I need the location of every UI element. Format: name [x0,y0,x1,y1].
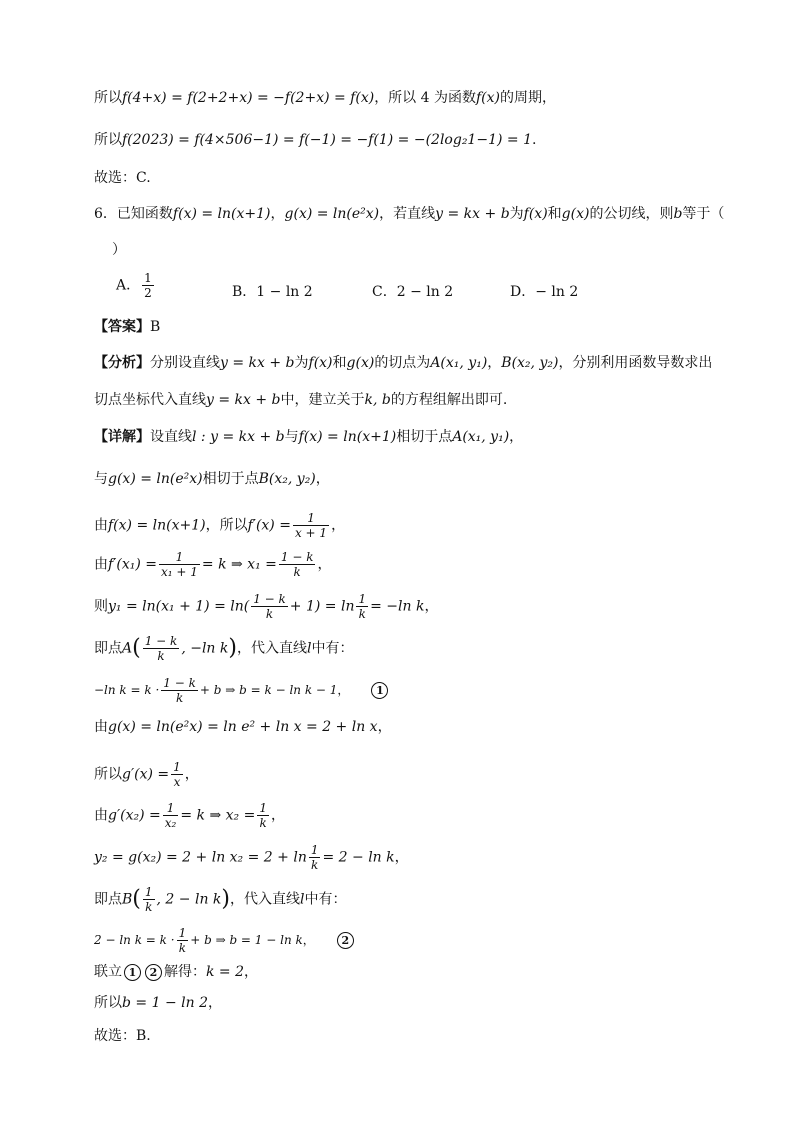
text: 等于（ [682,206,725,222]
formula: = k ⇒ x₂ = [180,807,256,824]
formula: f(x) [308,355,333,371]
text: 相切于点 [396,429,453,445]
numerator: 1 [178,926,187,940]
option-label: A． [116,277,141,294]
text: ， [302,933,315,947]
fraction [251,592,288,621]
fraction [257,801,269,830]
formula: b = 1 − ln 2 [122,995,208,1011]
text: 即点 [94,640,122,657]
denominator: x₂ [164,816,177,830]
numerator: 1 [358,592,367,606]
formula: , −ln k [181,640,229,657]
formula: y₁ = ln(x₁ + 1) = ln( [108,598,250,615]
text: 中有： [304,891,347,908]
formula: A [122,640,133,657]
denominator: k [178,941,187,955]
left-paren: ( [132,886,141,912]
text: ， [184,766,199,783]
fraction [159,550,200,579]
text: 所以 [94,132,122,148]
question-6-stem [94,204,724,224]
choice-line: 故选：C. [94,170,151,186]
formula: f(x) = ln(x+1) [172,206,271,222]
formula: −ln k = k · [94,683,160,697]
text: 和 [547,206,562,222]
text: 与 [284,429,299,445]
text: ，所以 4 为函数 [374,90,476,106]
text: 的方程组解出即可. [390,392,508,408]
text: 与 [94,471,108,487]
numerator: 1 [310,843,319,857]
text: 即点 [94,891,122,908]
analysis-line [94,390,507,410]
formula: = −ln k [370,598,425,615]
text: 解得： [164,964,206,980]
numerator: 1 [259,801,267,815]
numerator: 1 − k [253,592,286,606]
right-paren: ) [221,886,230,912]
fraction [163,801,179,830]
detail-line [94,962,258,982]
formula: = k ⇒ x₁ = [201,556,277,573]
right-paren: ) [228,635,237,661]
formula: f(4+x) = f(2+2+x) = −f(2+x) = f(x) [122,90,375,106]
text: 的切点为 [374,355,431,371]
denominator: x + 1 [294,526,328,540]
text: 由 [94,807,108,824]
text: 由 [94,556,108,573]
formula: y = kx + b [206,392,281,408]
text: 设直线 [150,429,192,445]
numerator: 1 [144,885,153,899]
detail-line [94,427,523,447]
text: 分别设直线 [150,355,220,371]
formula: f′(x₁) = [108,556,157,573]
formula: B [122,891,133,908]
numerator: 1 − k [144,634,178,648]
formula: A(x₁, y₁) [430,355,488,371]
fraction [356,592,368,621]
analysis-line [94,353,712,373]
formula: g(x) [561,206,590,222]
detail-line [94,676,388,705]
numerator: 1 [144,271,152,285]
detail-line [94,760,199,789]
text: 由 [94,517,108,534]
text: ， [244,964,259,980]
denominator: k [311,858,319,872]
equation-marker: 1 [124,964,141,981]
text: ，代入直线 [236,640,307,657]
numerator: 1 [293,511,329,526]
text: ， [424,598,439,615]
fraction [143,634,180,663]
formula: b [673,206,683,222]
formula: g(x) = ln(e²x) [108,471,203,487]
fraction [279,550,316,579]
formula: k = 2 [206,964,245,980]
detail-line [94,634,353,663]
equation-marker: 1 [371,682,388,699]
denominator: k [145,900,153,914]
text: ，分别利用函数导数求出 [558,355,713,371]
text: ，若直线 [379,206,436,222]
text: 切点坐标代入直线 [94,392,206,408]
formula: B(x₂, y₂) [501,355,559,371]
detail-line [94,926,354,955]
text: ， [317,556,332,573]
text: 6．已知函数 [94,206,173,222]
text: 中有： [311,640,354,657]
detail-tag: 【详解】 [94,429,150,445]
text: ， [270,807,285,824]
text: . [531,132,537,148]
formula: + b ⇒ b = 1 − ln k [190,933,303,947]
denominator: k [259,816,267,830]
numerator: 1 − k [280,550,314,564]
text: ， [509,429,524,445]
formula: y = kx + b [435,206,510,222]
answer-line [94,317,160,337]
denominator: k [175,691,184,705]
denominator: 2 [144,286,152,300]
text: 为 [294,355,309,371]
fraction [142,271,154,300]
denominator: x [173,775,181,789]
formula: f(x) [523,206,548,222]
detail-line [94,511,345,540]
analysis-tag: 【分析】 [94,355,150,371]
text: 所以 [94,90,122,106]
option-a [116,271,156,300]
formula: 2 − ln k = k · [94,933,175,947]
answer-tag: 【答案】 [94,319,150,335]
text-line [94,88,556,108]
formula: f(2023) = f(4×506−1) = f(−1) = −f(1) = −(2log₂1−1) = 1 [122,132,532,148]
denominator: x₁ + 1 [160,565,198,579]
detail-line [94,550,331,579]
numerator: 1 [159,550,200,565]
detail-line [94,469,330,489]
text: ，所以 [205,517,248,534]
text: ， [377,719,392,735]
text: ， [337,683,350,697]
text: 则 [94,598,108,615]
text: ， [331,517,346,534]
formula: = 2 − ln k [322,849,395,866]
text: 和 [332,355,347,371]
denominator: k [157,649,165,663]
text: 中，建立关于 [280,392,365,408]
denominator: k [358,607,366,621]
formula: f′(x) = [247,517,291,534]
formula: f(x) = ln(x+1) [298,429,397,445]
text: 相切于点 [202,471,259,487]
formula: + b ⇒ b = k − ln k − 1 [199,683,338,697]
detail-line [94,843,409,872]
fraction [177,926,189,955]
formula: k, b [364,392,391,408]
text: ， [207,995,222,1011]
detail-line [94,717,392,737]
option-d: D．− ln 2 [510,284,579,300]
text: 为 [509,206,524,222]
fraction [293,511,329,540]
fraction [143,885,155,914]
formula: A(x₁, y₁) [452,429,510,445]
denominator: k [293,565,301,579]
fraction [171,760,183,789]
formula: + 1) = ln [289,598,355,615]
text: ， [394,849,409,866]
choice-line: 故选：B. [94,1028,151,1044]
formula: l [306,640,312,657]
text: ， [315,471,330,487]
formula: g′(x) = [122,766,170,783]
detail-line [94,592,438,621]
formula: , 2 − ln k [156,891,222,908]
formula: g(x) [346,355,375,371]
text: 的周期， [500,90,557,106]
text: 所以 [94,995,122,1011]
formula: y₂ = g(x₂) = 2 + ln x₂ = 2 + ln [94,849,307,866]
numerator: 1 [163,801,179,816]
detail-line [94,801,285,830]
option-b: B．1 − ln 2 [232,284,313,300]
left-paren: ( [132,635,141,661]
numerator: 1 − k [163,676,196,690]
detail-line [94,993,222,1013]
formula: f(x) [476,90,501,106]
text: ， [487,355,502,371]
text: 由 [94,719,108,735]
formula: y = kx + b [220,355,295,371]
text: 联立 [94,964,122,980]
equation-marker: 2 [145,964,162,981]
question-6-stem-close: ） [112,242,126,258]
formula: l : y = kx + b [192,429,285,445]
option-c: C．2 − ln 2 [372,284,454,300]
formula: l [300,891,305,908]
text: ， [270,206,285,222]
numerator: 1 [173,760,181,774]
formula: g(x) = ln(e²x) [284,206,380,222]
detail-line [94,885,346,914]
formula: g(x) = ln(e²x) = ln e² + ln x = 2 + ln x [108,719,378,735]
text: 的公切线，则 [589,206,674,222]
formula: f(x) = ln(x+1) [108,517,206,534]
equation-marker: 2 [337,932,354,949]
fraction [161,676,198,705]
formula: B(x₂, y₂) [258,471,316,487]
text-line [94,130,536,150]
denominator: k [265,607,274,621]
fraction [309,843,321,872]
text: 所以 [94,766,122,783]
formula: g′(x₂) = [108,807,161,824]
text: ，代入直线 [230,891,300,908]
answer-value: B [150,319,161,335]
